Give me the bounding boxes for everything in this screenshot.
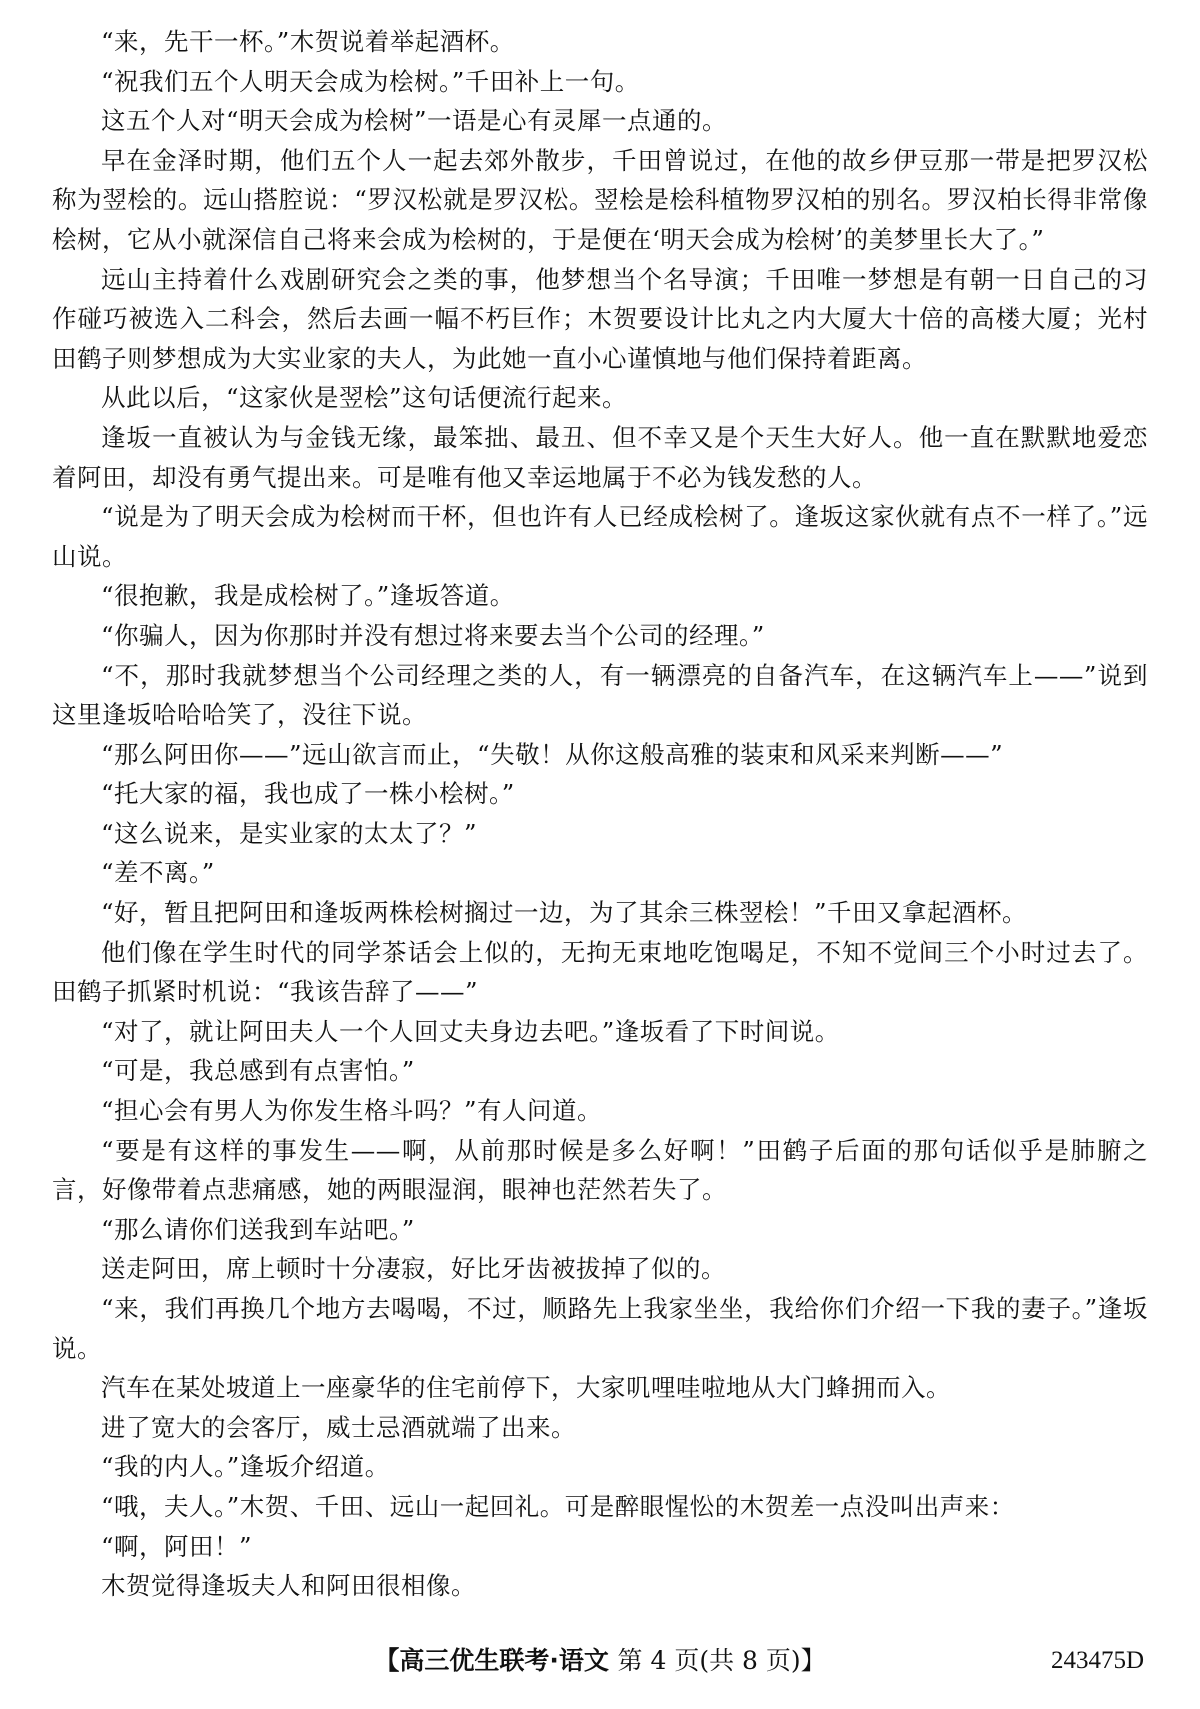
paragraph: “不，那时我就梦想当个公司经理之类的人，有一辆漂亮的自备汽车，在这辆汽车上——”说到这里逢坂哈哈哈笑了，没往下说。 <box>52 660 1148 730</box>
paragraph: “哦，夫人。”木贺、千田、远山一起回礼。可是醉眼惺忪的木贺差一点没叫出声来： <box>101 1491 1015 1521</box>
paragraph: “很抱歉，我是成桧树了。”逢坂答道。 <box>101 581 515 611</box>
paragraph: “担心会有男人为你发生格斗吗？”有人问道。 <box>101 1096 603 1126</box>
paragraph: 送走阿田，席上顿时十分凄寂，好比牙齿被拔掉了似的。 <box>101 1254 726 1284</box>
paragraph: “你骗人，因为你那时并没有想过将来要去当个公司的经理。” <box>101 620 765 650</box>
paragraph: “差不离。” <box>101 858 215 888</box>
paragraph: 逢坂一直被认为与金钱无缘，最笨拙、最丑、但不幸又是个天生大好人。他一直在默默地爱恋着阿田，却没有勇气提出来。可是唯有他又幸运地属于不必为钱发愁的人。 <box>52 422 1148 492</box>
paragraph: “要是有这样的事发生——啊，从前那时候是多么好啊！”田鹤子后面的那句话似乎是肺腑之言，好像带着点悲痛感，她的两眼湿润，眼神也茫然若失了。 <box>52 1135 1148 1205</box>
paragraph: “托大家的福，我也成了一株小桧树。” <box>101 779 515 809</box>
paragraph: 这五个人对“明天会成为桧树”一语是心有灵犀一点通的。 <box>101 106 728 136</box>
paragraph: “啊，阿田！” <box>101 1531 253 1561</box>
paragraph: 从此以后，“这家伙是翌桧”这句话便流行起来。 <box>101 383 628 413</box>
paragraph: 远山主持着什么戏剧研究会之类的事，他梦想当个名导演；千田唯一梦想是有朝一日自己的习作碰巧被选入二科会，然后去画一幅不朽巨作；木贺要设计比丸之内大厦大十倍的高楼大厦；光村田鹤子则梦想成为大实业家的夫人，为此她一直小心谨慎地与他们保持着距离。 <box>52 264 1148 373</box>
article-body <box>52 22 1148 1606</box>
paragraph: “祝我们五个人明天会成为桧树。”千田补上一句。 <box>101 66 640 96</box>
paragraph: 他们像在学生时代的同学茶话会上似的，无拘无束地吃饱喝足，不知不觉间三个小时过去了。田鹤子抓紧时机说：“我该告辞了——” <box>52 937 1148 1007</box>
paragraph: “来，先干一杯。”木贺说着举起酒杯。 <box>101 27 515 56</box>
paragraph: “那么阿田你——”远山欲言而止，“失敬！从你这般高雅的装束和风采来判断——” <box>101 739 1004 769</box>
paragraph: 木贺觉得逢坂夫人和阿田很相像。 <box>101 1571 476 1601</box>
paragraph: 汽车在某处坡道上一座豪华的住宅前停下，大家叽哩哇啦地从大门蜂拥而入。 <box>101 1373 951 1403</box>
paragraph: “对了，就让阿田夫人一个人回丈夫身边去吧。”逢坂看了下时间说。 <box>101 1016 840 1046</box>
exam-code: 243475D <box>1050 1647 1144 1674</box>
paragraph: “可是，我总感到有点害怕。” <box>101 1056 415 1086</box>
paragraph: 进了宽大的会客厅，威士忌酒就端了出来。 <box>101 1412 576 1442</box>
paragraph: 早在金泽时期，他们五个人一起去郊外散步，千田曾说过，在他的故乡伊豆那一带是把罗汉松称为翌桧的。远山搭腔说：“罗汉松就是罗汉松。翌桧是桧科植物罗汉柏的别名。罗汉柏长得非常像桧树，它从小就深信自己将来会成为桧树的，于是便在‘明天会成为桧树’的美梦里长大了。” <box>52 145 1148 254</box>
paragraph: “那么请你们送我到车站吧。” <box>101 1214 415 1244</box>
paragraph: “来，我们再换几个地方去喝喝，不过，顺路先上我家坐坐，我给你们介绍一下我的妻子。”逢坂说。 <box>52 1294 1148 1363</box>
paragraph: “我的内人。”逢坂介绍道。 <box>101 1452 390 1482</box>
paragraph: “这么说来，是实业家的太太了？” <box>101 818 478 848</box>
paragraph: “好，暂且把阿田和逢坂两株桧树搁过一边，为了其余三株翌桧！”千田又拿起酒杯。 <box>101 898 1028 928</box>
page-footer <box>0 1641 1200 1681</box>
footer-exam-info <box>0 1641 1200 1681</box>
paragraph: “说是为了明天会成为桧树而干杯，但也许有人已经成桧树了。逢坂这家伙就有点不一样了。”远山说。 <box>52 502 1148 571</box>
page-number: 第 4 页(共 8 页)】 <box>617 1646 826 1675</box>
exam-name: 【高三优生联考·语文 <box>374 1646 609 1675</box>
